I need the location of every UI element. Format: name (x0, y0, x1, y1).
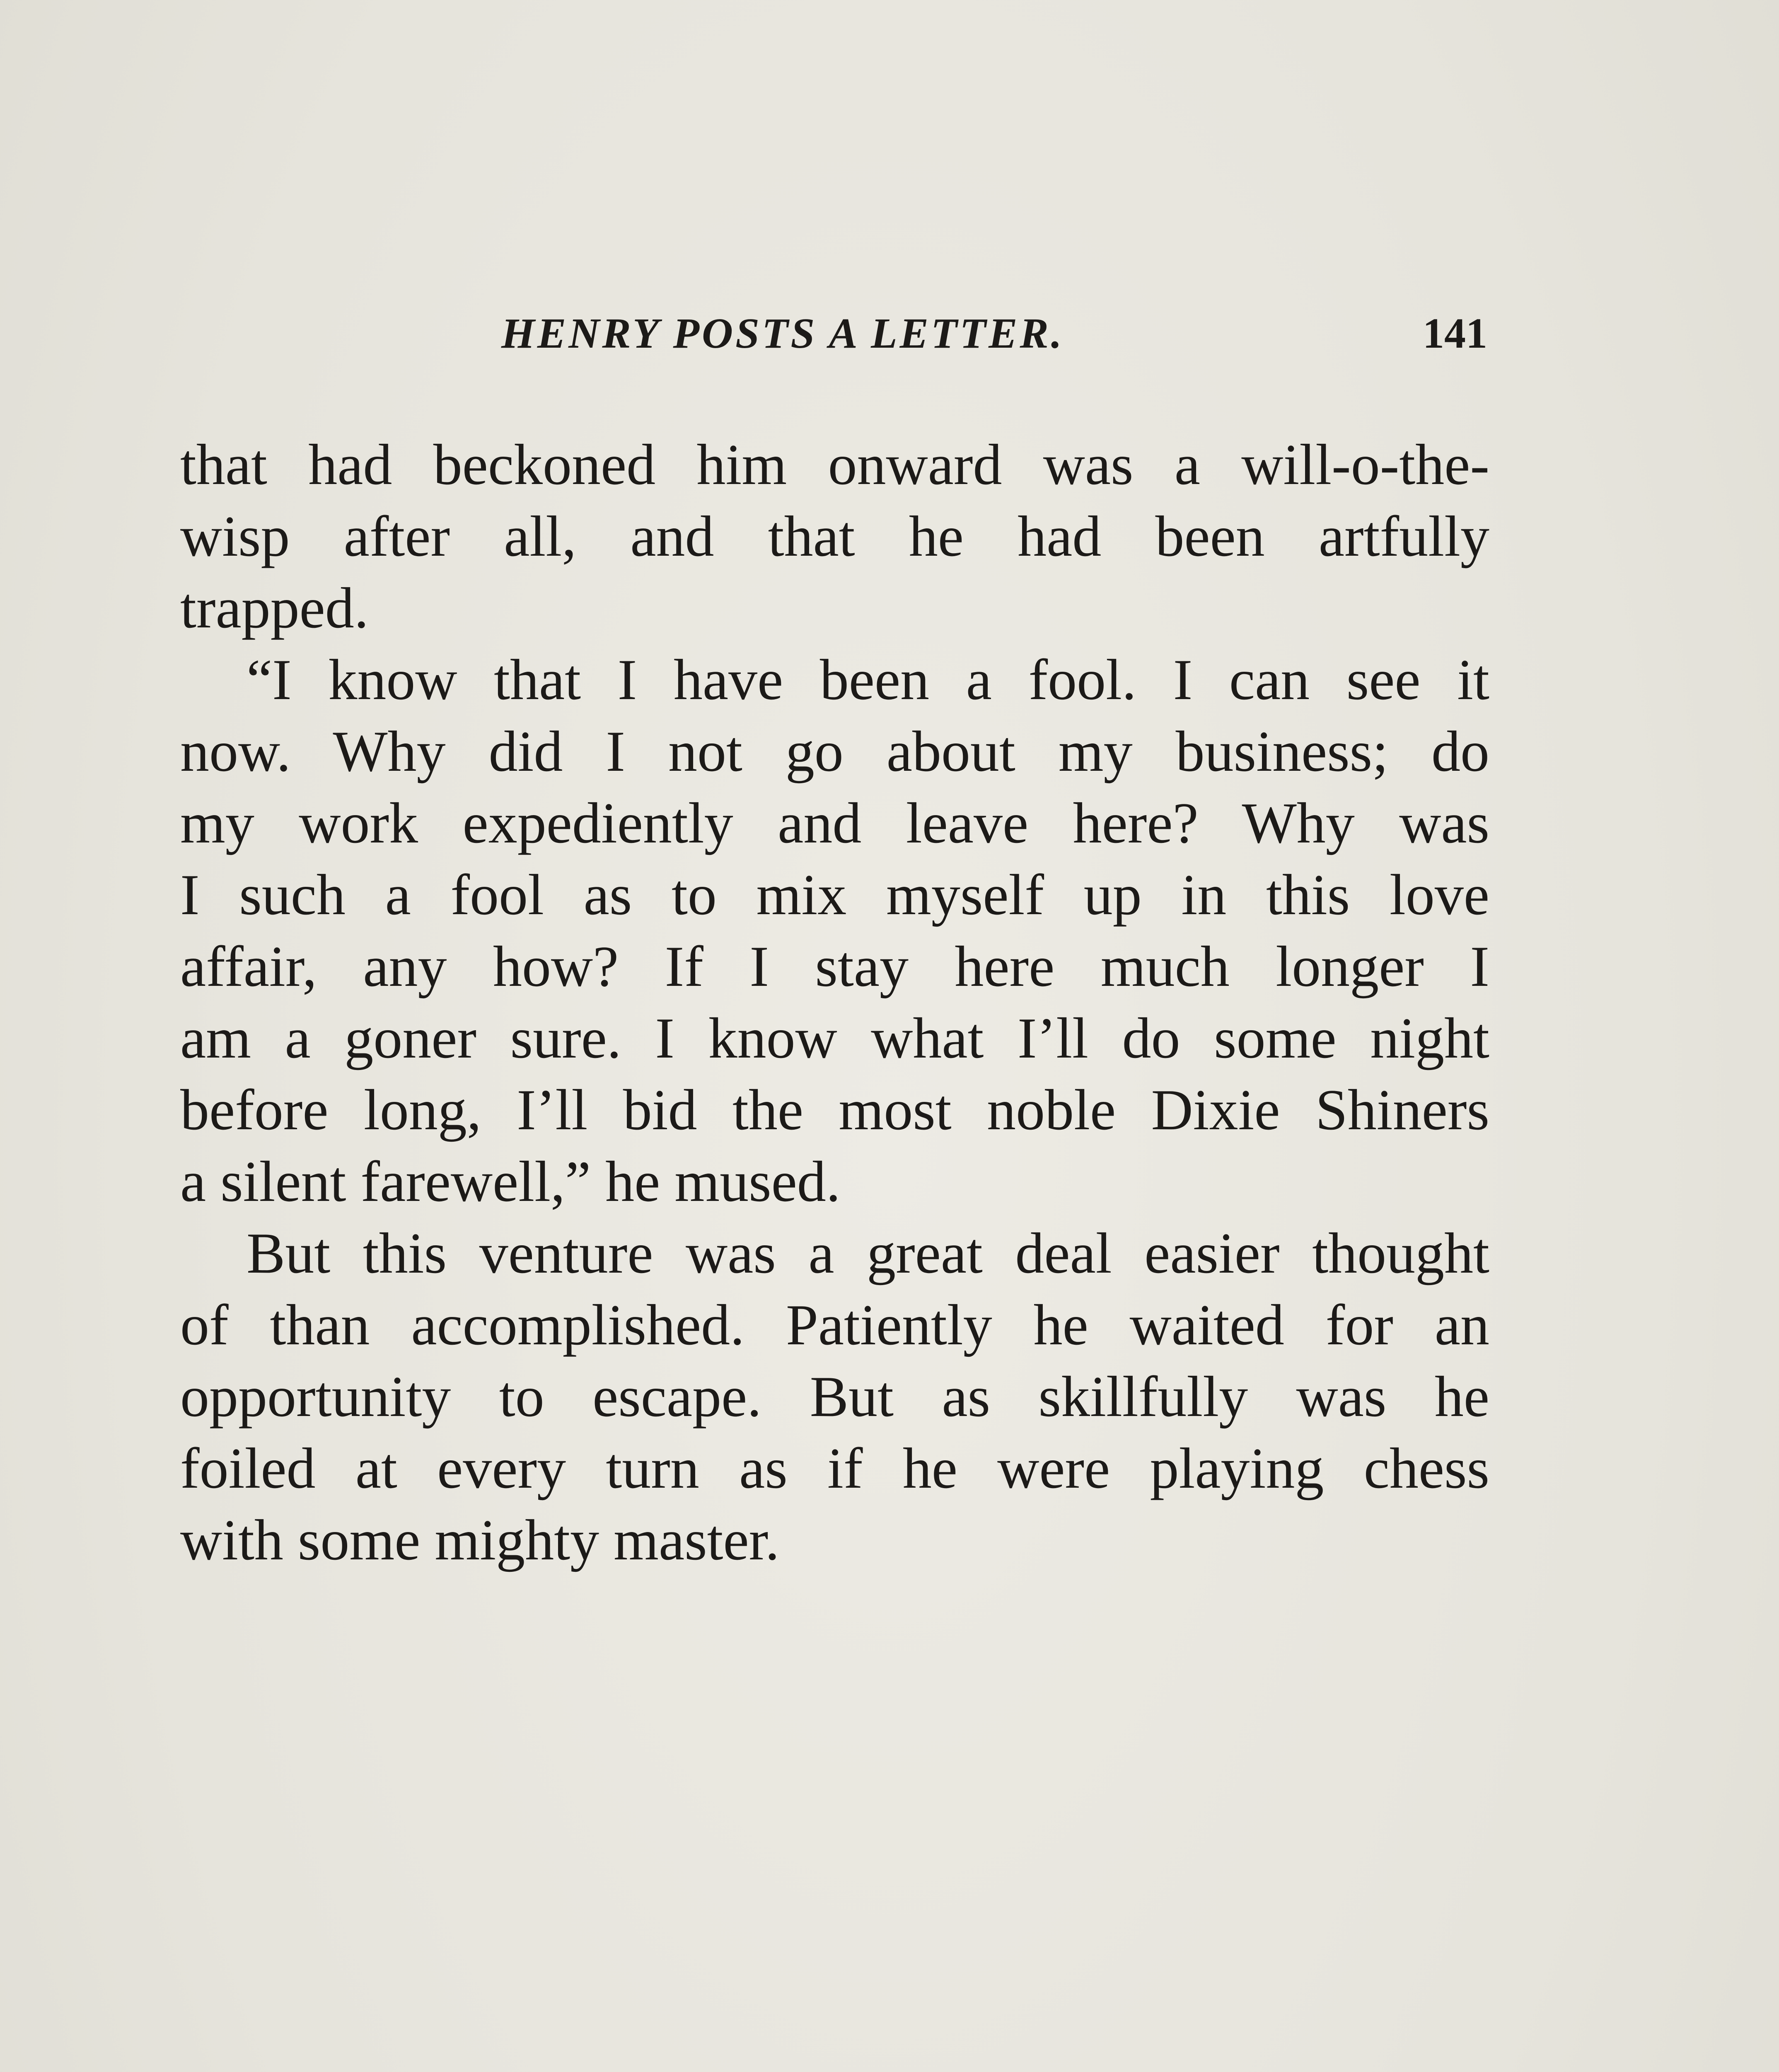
text-line: “I know that I have been a fool. I can see it (247, 648, 1489, 712)
text-line: am a goner sure. I know what I’ll do some night (180, 1006, 1489, 1070)
text-line: I such a fool as to mix myself up in this love (180, 863, 1489, 927)
running-title: HENRY POSTS A LETTER. (501, 310, 1064, 357)
running-head (178, 309, 1487, 375)
text-line: now. Why did I not go about my business; do (180, 719, 1489, 784)
text-line: trapped. (180, 576, 369, 640)
text-line: But this venture was a great deal easier thought (247, 1221, 1489, 1285)
text-line: a silent farewell,” he mused. (180, 1150, 841, 1214)
text-line: of than accomplished. Patiently he waited for an (180, 1293, 1489, 1357)
text-line: that had beckoned him onward was a will-o-the- (180, 433, 1489, 497)
text-line: affair, any how? If I stay here much longer I (180, 934, 1489, 999)
page-number: 141 (1423, 310, 1487, 357)
text-line: before long, I’ll bid the most noble Dixie Shiners (180, 1078, 1489, 1142)
text-line: opportunity to escape. But as skillfully was he (180, 1365, 1489, 1429)
text-line: wisp after all, and that he had been artfully (180, 504, 1489, 569)
text-line: my work expediently and leave here? Why was (180, 791, 1489, 855)
text-line: foiled at every turn as if he were playing chess (180, 1436, 1489, 1501)
text-line: with some mighty master. (180, 1508, 780, 1572)
body-text (180, 429, 1489, 1576)
